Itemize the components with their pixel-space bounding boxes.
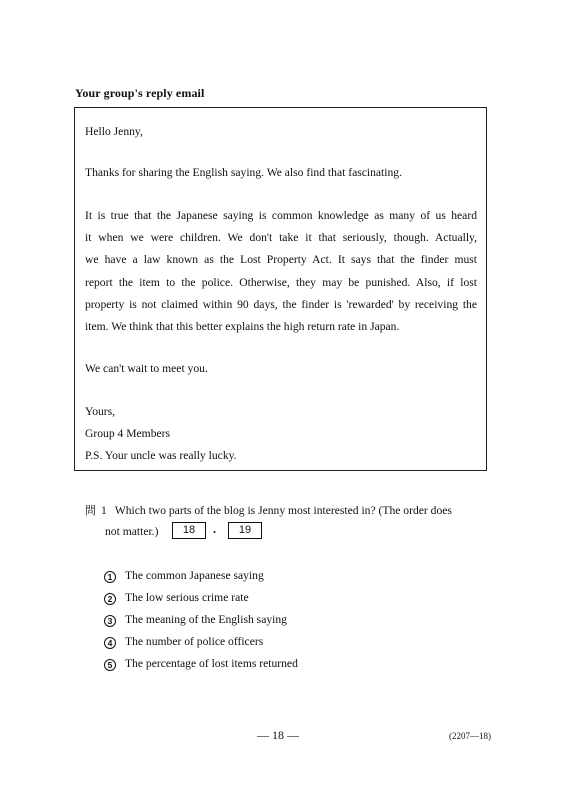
option-number-circle: 3: [104, 615, 116, 627]
email-paragraph-2-line: item. We think that this better explains the high return rate in Japan.: [85, 320, 400, 333]
option-text: The percentage of lost items returned: [125, 657, 298, 670]
option-number-circle: 1: [104, 571, 116, 583]
answer-box-19[interactable]: 19: [228, 522, 262, 539]
question-number: 1: [101, 504, 107, 517]
email-paragraph-2-line: property is not claimed within 90 days, the finder is 'rewarded' by receiving the: [85, 298, 477, 311]
option-1[interactable]: [104, 570, 264, 583]
page-code: (2207—18): [449, 731, 491, 741]
question-mark: 問: [85, 504, 96, 517]
option-number-circle: 5: [104, 659, 116, 671]
email-paragraph-2-line: report the item to the police. Otherwise, they may be punished. Also, if lost: [85, 276, 477, 289]
option-text: The number of police officers: [125, 635, 264, 648]
email-signature: Group 4 Members: [85, 427, 171, 440]
email-closing: Yours,: [85, 405, 116, 418]
email-ps: P.S. Your uncle was really lucky.: [85, 449, 237, 462]
option-number-circle: 2: [104, 593, 116, 605]
option-3[interactable]: [104, 614, 287, 627]
page-number: — 18 —: [257, 728, 299, 742]
option-2[interactable]: [104, 592, 249, 605]
option-5[interactable]: [104, 658, 298, 671]
email-paragraph-3: We can't wait to meet you.: [85, 362, 208, 375]
reply-email-box: [74, 107, 487, 471]
option-text: The low serious crime rate: [125, 591, 249, 604]
email-paragraph-1: Thanks for sharing the English saying. We also find that fascinating.: [85, 166, 402, 179]
option-text: The common Japanese saying: [125, 569, 264, 582]
option-number-circle: 4: [104, 637, 116, 649]
question-text-line2: not matter.): [105, 525, 159, 538]
email-paragraph-2-line: we have a law known as the Lost Property Act. It says that the finder must: [85, 253, 477, 266]
question-text-line1: Which two parts of the blog is Jenny most interested in? (The order does: [114, 504, 452, 517]
option-text: The meaning of the English saying: [125, 613, 287, 626]
option-4[interactable]: [104, 636, 263, 649]
email-greeting: Hello Jenny,: [85, 125, 143, 138]
section-heading: Your group's reply email: [75, 86, 205, 100]
question-1: [85, 505, 452, 517]
answer-box-18[interactable]: 18: [172, 522, 206, 539]
answer-separator: ・: [209, 527, 220, 539]
email-paragraph-2-line: it when we were children. We don't take it that seriously, though. Actually,: [85, 231, 477, 244]
email-paragraph-2-line: It is true that the Japanese saying is common knowledge as many of us heard: [85, 209, 477, 222]
